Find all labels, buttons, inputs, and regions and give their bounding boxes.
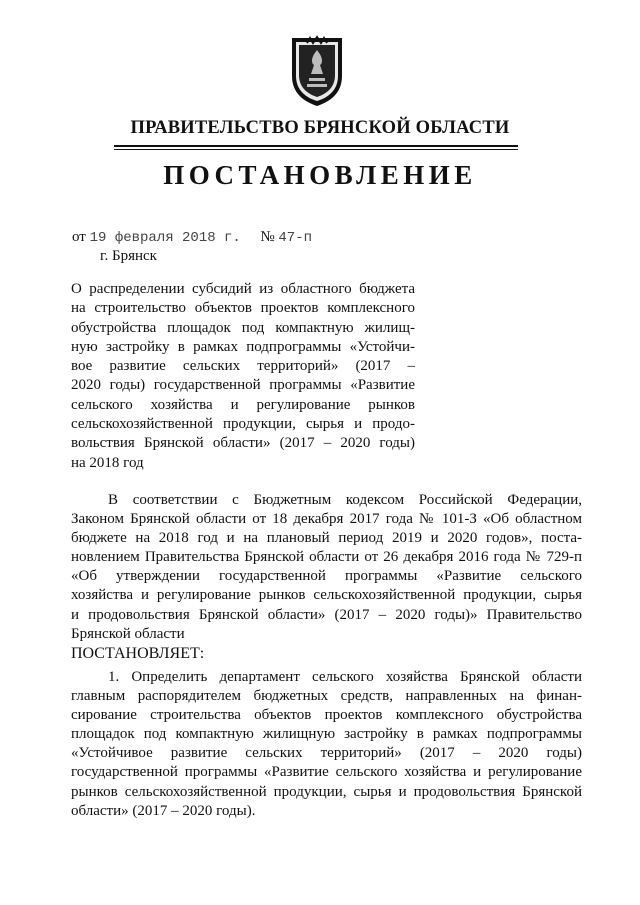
clause-line: государственной программы «Развитие сельского хозяйства и регулирование <box>71 764 582 781</box>
header-rule-thin <box>114 149 518 150</box>
clause-line: области» (2017 – 2020 годы). <box>71 802 256 819</box>
subject-line: на 2018 год <box>71 454 144 471</box>
government-title: ПРАВИТЕЛЬСТВО БРЯНСКОЙ ОБЛАСТИ <box>130 118 510 138</box>
document-subject <box>71 280 415 473</box>
document-city: г. Брянск <box>100 248 157 264</box>
subject-line: сельского хозяйства и регулирование рынков <box>71 396 415 413</box>
document-number: 47-п <box>278 230 313 246</box>
preamble-line: «Об утверждении государственной программы «Развитие сельского <box>71 568 582 585</box>
header-rule-thick <box>114 145 518 147</box>
preamble-line: В соответствии с Бюджетным кодексом Российской Федерации, <box>108 492 582 508</box>
subject-line: ную застройку в рамках подпрограммы «Устойчи- <box>71 338 415 355</box>
preamble-line: новлением Правительства Брянской области от 26 декабря 2016 года № 729-п <box>71 549 582 566</box>
clause-line: «Устойчивое развитие сельских территорий» (2017 – 2020 годы) <box>71 745 582 762</box>
document-date: 19 февраля 2018 г. <box>89 230 241 246</box>
subject-line: вое развитие сельских территорий» (2017 – <box>71 358 415 375</box>
subject-line: обустройства площадок под компактную жилищ- <box>71 319 415 336</box>
document-type-title: ПОСТАНОВЛЕНИЕ <box>163 160 477 190</box>
subject-line: сельскохозяйственной продукции, сырья и продо- <box>71 416 415 433</box>
clause-line: площадок под компактную жилищную застройку в рамках подпрограммы <box>71 726 582 743</box>
preamble-line: хозяйства и регулирование рынков сельскохозяйственной продукции, сырья <box>71 587 582 604</box>
coat-of-arms-icon <box>287 34 347 108</box>
preamble-line: и продовольствия Брянской области» (2017 – 2020 годы)» Правительство <box>71 606 582 623</box>
date-prefix: от <box>72 229 86 245</box>
preamble-paragraph <box>71 491 582 663</box>
subject-line: 2020 годы) государственной программы «Развитие <box>71 377 415 394</box>
date-number-line <box>72 229 312 246</box>
preamble-line: Брянской области <box>71 625 185 642</box>
preamble-line: бюджете на 2018 год и на плановый период 2019 и 2020 годов», поста- <box>71 530 582 547</box>
number-prefix: № <box>260 229 275 245</box>
subject-line: на строительство объектов проектов комплексного <box>71 300 415 317</box>
clause-line: 1. Определить департамент сельского хозяйства Брянской области <box>108 669 582 685</box>
subject-line: О распределении субсидий из областного бюджета <box>71 281 415 297</box>
clause-line: рынков сельскохозяйственной продукции, сырья и продовольствия Брянской <box>71 783 582 800</box>
subject-line: вольствия Брянской области» (2017 – 2020 годы) <box>71 435 415 452</box>
clause-line: сирование строительства объектов проектов комплексного обустройства <box>71 707 582 724</box>
clause-1-paragraph <box>71 668 582 821</box>
clause-line: главным распорядителем бюджетных средств, направленных на финан- <box>71 688 582 705</box>
preamble-line: Законом Брянской области от 18 декабря 2017 года № 101-З «Об областном <box>71 511 582 528</box>
decree-word: ПОСТАНОВЛЯЕТ: <box>71 644 205 662</box>
